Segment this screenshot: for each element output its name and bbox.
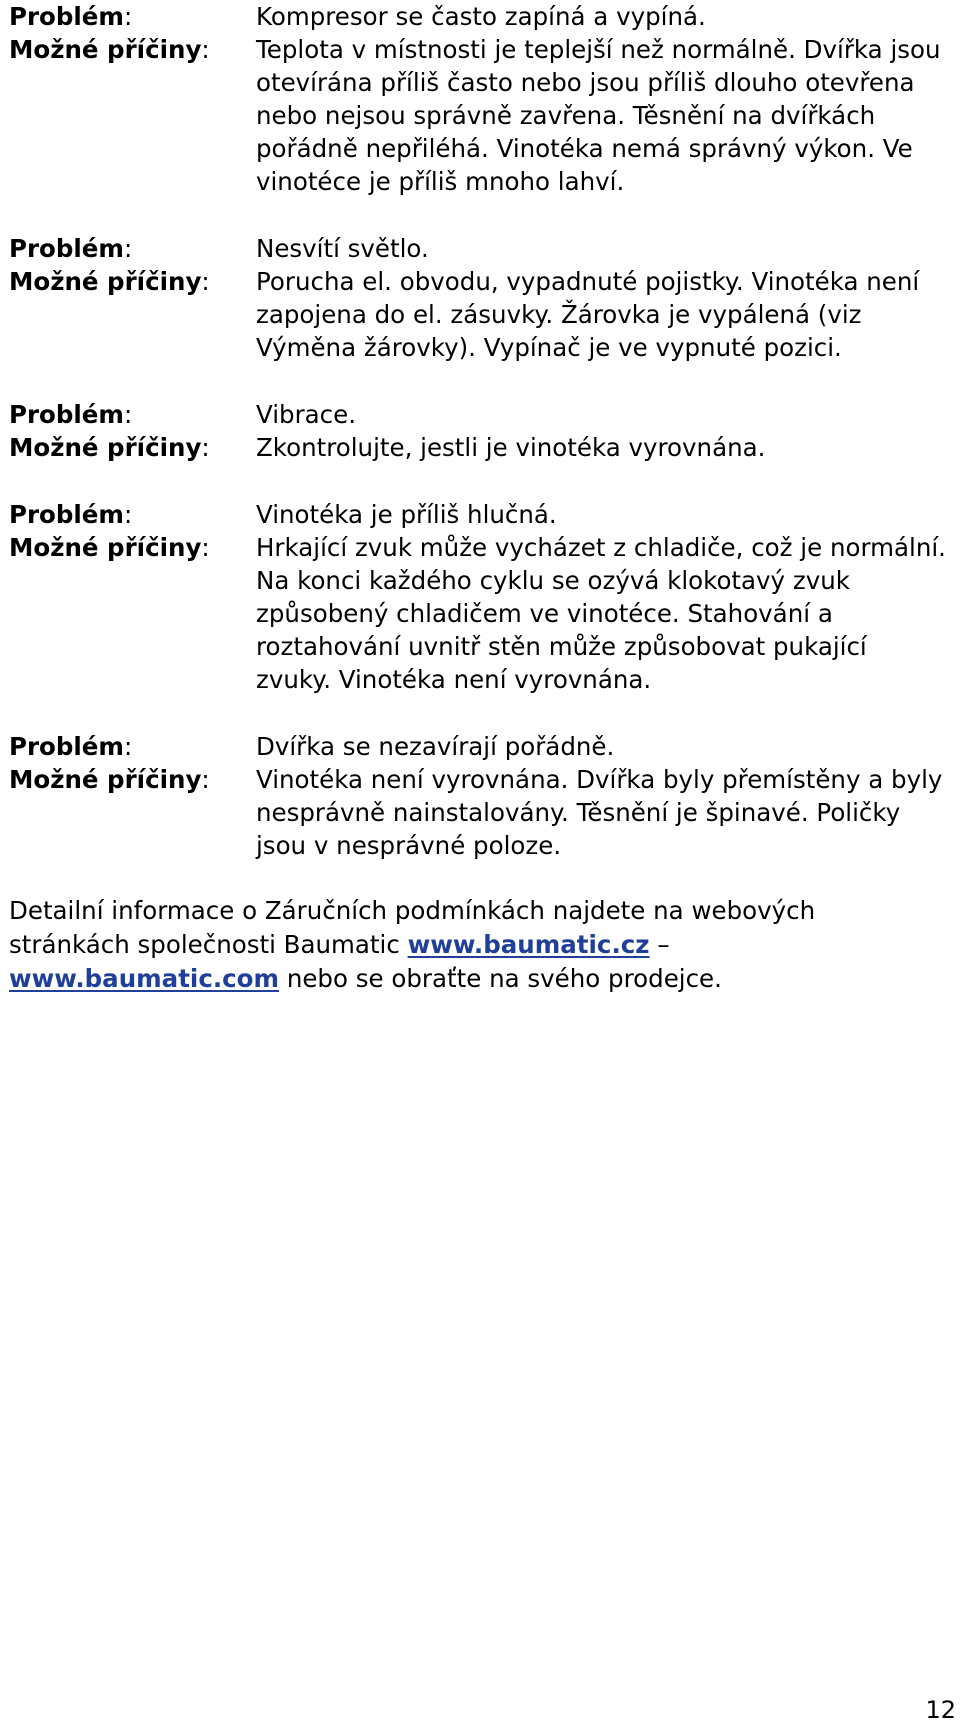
problem-row (9, 398, 949, 431)
causes-label: Možné příčiny (9, 35, 202, 64)
link-separator: – (649, 930, 670, 959)
problem-label: Problém (9, 400, 124, 429)
label-colon: : (201, 433, 210, 462)
warranty-note-text: Detailní informace o Záručních podmínkách najdete na webových stránkách společnosti Baumatic (9, 896, 816, 959)
problem-row (9, 498, 949, 531)
problem-row (9, 232, 949, 265)
troubleshooting-entry (9, 730, 949, 862)
label-colon: : (123, 400, 133, 429)
causes-row (9, 33, 949, 198)
label-colon: : (123, 500, 133, 529)
label-colon: : (201, 267, 210, 296)
baumatic-com-link[interactable]: www.baumatic.com (9, 964, 280, 993)
causes-label: Možné příčiny (9, 267, 202, 296)
problem-label: Problém (9, 2, 124, 31)
causes-text: Zkontrolujte, jestli je vinotéka vyrovnána. (256, 433, 766, 462)
page-number: 12 (925, 1696, 956, 1724)
troubleshooting-entry (9, 498, 949, 696)
label-colon: : (123, 2, 133, 31)
problem-label: Problém (9, 732, 124, 761)
causes-text: Vinotéka není vyrovnána. Dvířka byly přemístěny a byly nesprávně nainstalovány. Těsnění je špinavé. Poličky jsou v nesprávné poloze. (256, 765, 943, 860)
problem-text: Kompresor se často zapíná a vypíná. (256, 2, 706, 31)
causes-label: Možné příčiny (9, 533, 202, 562)
causes-row (9, 531, 949, 696)
causes-row (9, 431, 949, 464)
problem-text: Vinotéka je příliš hlučná. (256, 500, 557, 529)
baumatic-cz-link[interactable]: www.baumatic.cz (407, 930, 650, 959)
label-colon: : (201, 765, 210, 794)
problem-label: Problém (9, 234, 124, 263)
label-colon: : (123, 732, 133, 761)
causes-text: Hrkající zvuk může vycházet z chladiče, což je normální. Na konci každého cyklu se ozývá klokotavý zvuk způsobený chladičem ve vinotéce. Stahování a roztahování uvnitř stěn může způsobovat pukající zvuky. Vinotéka není vyrovnána. (256, 533, 946, 694)
problem-row (9, 730, 949, 763)
causes-label: Možné příčiny (9, 765, 202, 794)
causes-row (9, 265, 949, 364)
problem-text: Nesvítí světlo. (256, 234, 429, 263)
causes-text: Porucha el. obvodu, vypadnuté pojistky. Vinotéka není zapojena do el. zásuvky. Žárovka je vypálená (viz Výměna žárovky). Vypínač je ve vypnuté pozici. (256, 267, 920, 362)
warranty-note-tail: nebo se obraťte na svého prodejce. (279, 964, 722, 993)
problem-text: Dvířka se nezavírají pořádně. (256, 732, 615, 761)
label-colon: : (201, 35, 210, 64)
label-colon: : (123, 234, 133, 263)
label-colon: : (201, 533, 210, 562)
warranty-note (9, 894, 939, 996)
causes-text: Teplota v místnosti je teplejší než normálně. Dvířka jsou otevírána příliš často nebo jsou příliš dlouho otevřena nebo nejsou správně zavřena. Těsnění na dvířkách pořádně nepřiléhá. Vinotéka nemá správný výkon. Ve vinotéce je příliš mnoho lahví. (256, 35, 941, 196)
problem-label: Problém (9, 500, 124, 529)
troubleshooting-entry (9, 232, 949, 364)
causes-row (9, 763, 949, 862)
troubleshooting-page (9, 0, 949, 1021)
troubleshooting-entry (9, 398, 949, 464)
problem-text: Vibrace. (256, 400, 356, 429)
troubleshooting-entry (9, 0, 949, 198)
causes-label: Možné příčiny (9, 433, 202, 462)
problem-row (9, 0, 949, 33)
